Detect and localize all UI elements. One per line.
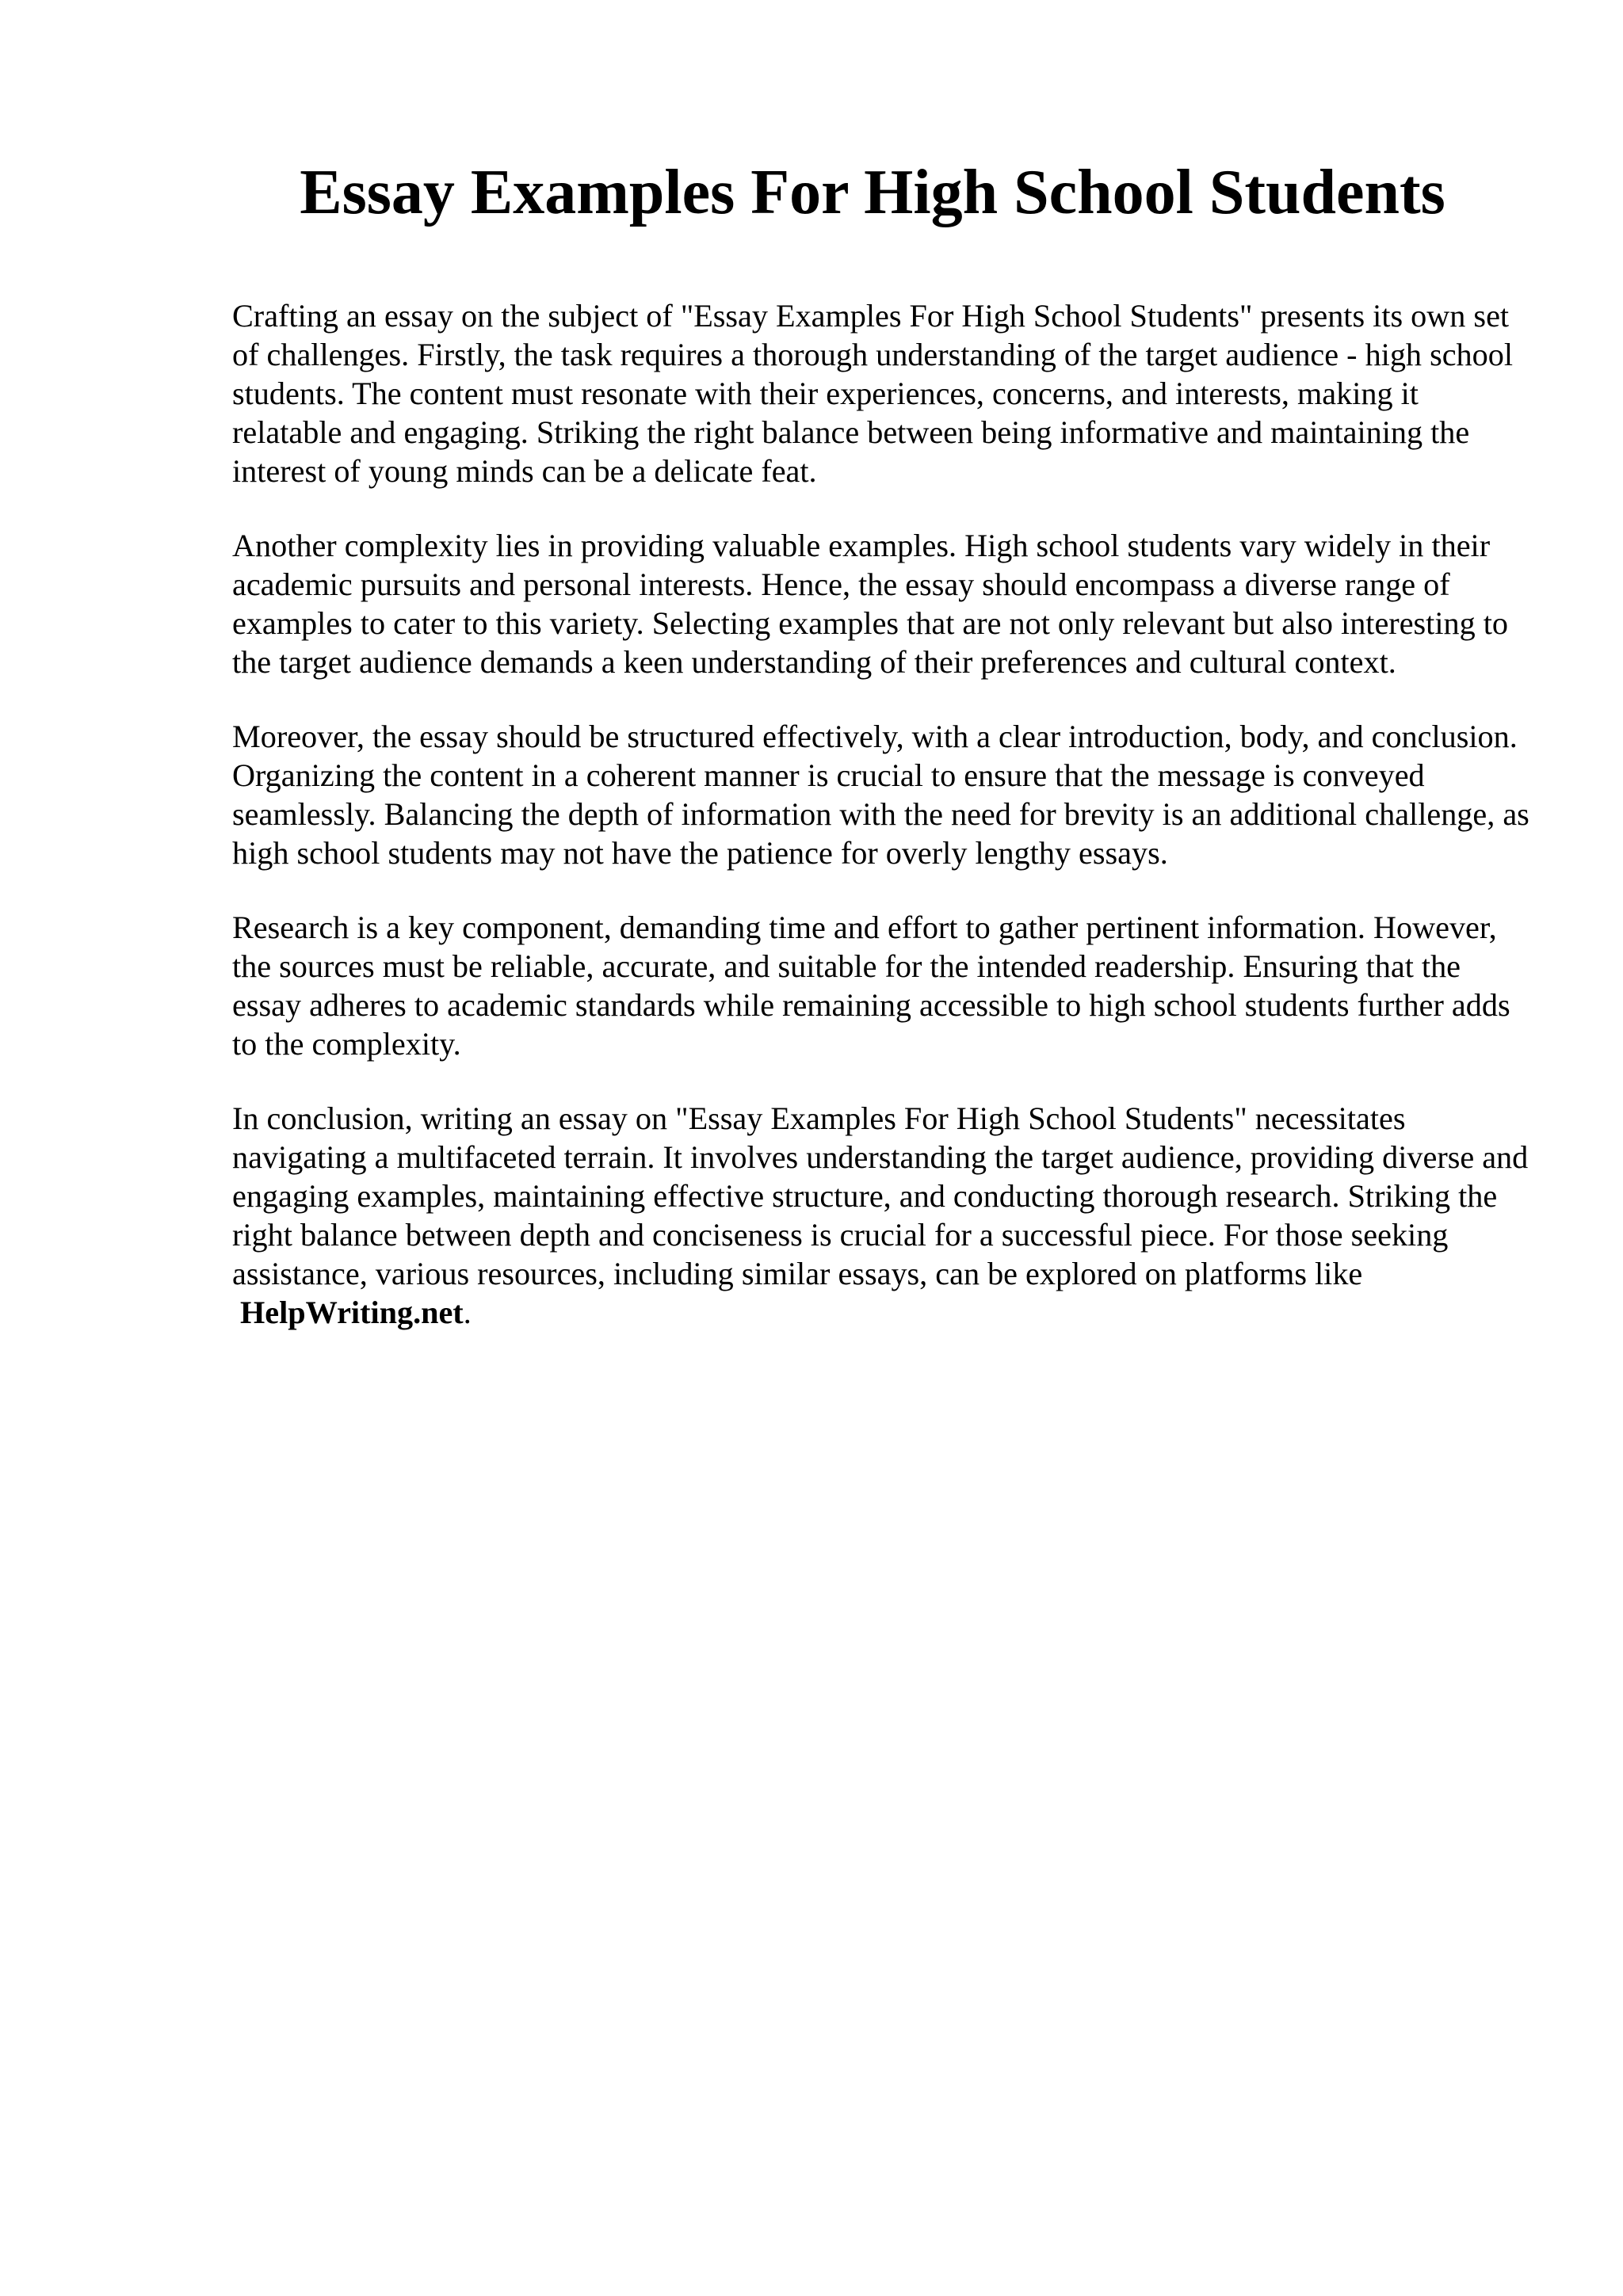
paragraph-4: Research is a key component, demanding time and effort to gather pertinent information. However, the sources must be reliable, accurate, and suitable for the intended readership. Ensuring that the essay adheres to academic standards while remaining accessible to high school students further adds to the complexity. <box>232 910 1510 1062</box>
page-title: Essay Examples For High School Students <box>300 158 1445 227</box>
essay-body <box>232 296 1532 1367</box>
conclusion-end-punct: . <box>463 1295 472 1330</box>
helpwriting-link[interactable]: HelpWriting.net <box>240 1295 464 1330</box>
paragraph-2: Another complexity lies in providing valuable examples. High school students vary widely in their academic pursuits and personal interests. Hence, the essay should encompass a diverse range of examples to cater to this variety. Selecting examples that are not only relevant but also interesting to the target audience demands a keen understanding of their preferences and cultural context. <box>232 528 1508 680</box>
paragraph-3: Moreover, the essay should be structured effectively, with a clear introduction, body, and conclusion. Organizing the content in a coherent manner is crucial to ensure that the message is conveyed seamlessly. Balancing the depth of information with the need for brevity is an additional challenge, as high school students may not have the patience for overly lengthy essays. <box>232 719 1529 871</box>
paragraph-1: Crafting an essay on the subject of "Essay Examples For High School Students" presents its own set of challenges. Firstly, the task requires a thorough understanding of the target audience - high school students. The content must resonate with their experiences, concerns, and interests, making it relatable and engaging. Striking the right balance between being informative and maintaining the interest of young minds can be a delicate feat. <box>232 298 1513 489</box>
paragraph-conclusion <box>232 1099 1532 1332</box>
conclusion-text: In conclusion, writing an essay on "Essay Examples For High School Students" necessitates navigating a multifaceted terrain. It involves understanding the target audience, providing diverse and engaging examples, maintaining effective structure, and conducting thorough research. Striking the right balance between depth and conciseness is crucial for a successful piece. For those seeking assistance, various resources, including similar essays, can be explored on platforms like <box>232 1100 1529 1291</box>
